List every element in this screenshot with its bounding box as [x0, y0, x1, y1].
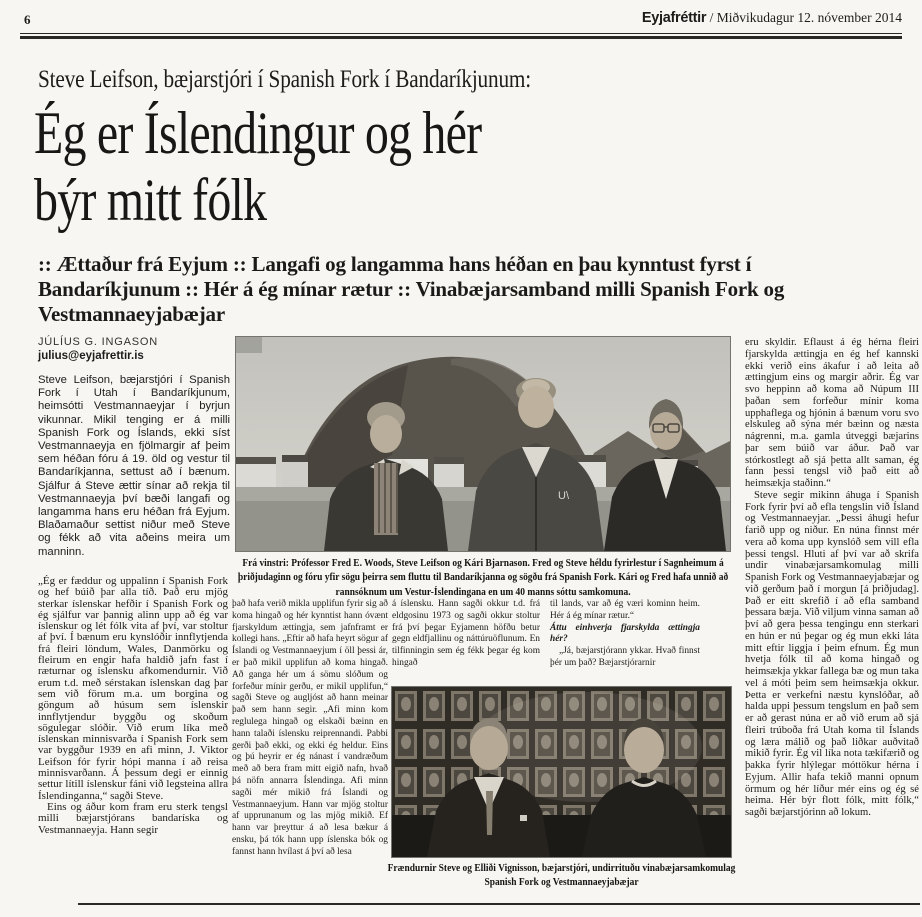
body-paragraph: „Ég er fæddur og uppalinn í Spanish Fork og hef búið þar alla tíð. Það eru mjög sterkar íslenskar hefðir í Spanish Fork og ég sjálfur var þannig alinn upp að ég var íslenskur og lét fólk vita af því, var stoltur af því. Í bænum eru kynslóðir innflytjenda frá fleiri löndum, Wales, Danmörku og fleirum en engir hafa haldið jafn fast í ræturnar og íslensku afkomendurnir. Við erum t.d. með sérstakan íslenskan dag þar sem við förum m.a. um borgina og göngum að húsum sem íslenskir innflytjendur byggðu og skoðum sögulegar slóðir. Við erum líka með íslenskan minnisvarða í Spanish Fork sem var byggður 1939 en afi minn, J. Viktor Leifson fór fyrir hópi manna í að reisa minnisvarðann. Á þessum degi er einnig settur lítill íslenskur fáni við legsteina allra Íslendinganna,“ sagði Steve. [38, 575, 228, 802]
byline [38, 336, 158, 362]
body-paragraph: það hafa verið mikla upplifun fyrir sig að koma hingað og hér kynntist hann óvænt fjarskyldum ættingja, sem jafnframt er kollegi hans. „Eftir að hafa heyrt sögur af Íslandi og Vestmannaeyjum í öll þessi ár, er það mikil upplifun að koma hingað. Að ganga hér um á sömu slóðum og forfeður mínir gerðu, er mikil upplifun,“ sagði Steve og augljóst að hann meinar það sem hann segir. „Afi minn kom reglulega hingað og elskaði bæinn en hann talaði íslensku reiprennandi. Pabbi gerði það ekki, og ekki ég heldur. Eins og þú heyrir er ég nánast í vandræðum með að bera fram mitt eigið nafn, hvað þá nöfn annarra Íslendinga. Afi minn sagði mér mikið frá Íslandi og Vestmannaeyjum. Hann var mjög stoltur af upprunanum og las mjög mikið. Ef hann var þreyttur á að lesa bækur á ensku, þá tók hann upp íslenska bók og fannst hann hvílast á því að lesa [232, 599, 388, 857]
headline [34, 100, 481, 234]
header-rule-thick [20, 36, 902, 39]
footer-rule [78, 903, 920, 905]
byline-email: julius@eyjafrettir.is [38, 350, 144, 362]
masthead: Eyjafréttir [641, 10, 707, 26]
body-paragraph: Steve segir mikinn áhuga í Spanish Fork fyrir því að efla tengslin við Ísland og Vestmannaeyjar. „Þessi áhugi hefur farið upp og niður. En núna finnst mér vera að koma upp kynslóð sem vill efla þessi tengsl. Hluti af því var að skrifa undir vinabæjarsamkomulag milli Spanish Fork og Vestmannaeyjabæjar og við gerðum það í morgun [á þriðjudag]. Það er eitt skrefið í að efla samband þessara bæja. Við viljum vinna saman að því að gera þessa tengingu enn sterkari en hún er nú þegar og ég mun ekki láta mitt eftir liggja í þeim efnum. Ég mun hvetja fólk til að koma hingað og heimsækja ykkar fallega bæ og mun taka vel á móti þeim sem heimsækja okkur. Þetta er verkefni næstu kynslóðar, að halda uppi þessum tengslum en það sem er að gerast núna er að við erum að sjá fleiri trúboða frá Utah koma til Íslands og læra málið og það liðkar auðvitað mikið fyrir. Ég vil líka nota tækifærið og þakka fyrir hlýlegar móttökur hérna í Eyjum. Allir hafa tekið manni opnum örmum og hér líður mér eins og ég sé heima. Hér býr flott fólk, mitt fólk,“ sagði bæjarstjórinn að lokum. [745, 489, 919, 818]
photo-two-men-signing [392, 687, 731, 857]
byline-author: JÚLÍUS G. INGASON [38, 336, 158, 348]
photo2-caption: Frændurnir Steve og Elliði Vignisson, bæjarstjóri, undirrituðu vinabæjarsamkomulag Spanish Fork og Vestmannaeyjabæjar [387, 863, 736, 889]
body-paragraph: „Já, bæjarstjórann ykkar. Hvað finnst þér um það? Bæjarstjórarnir [550, 646, 700, 668]
folio [642, 10, 902, 26]
page-number: 6 [24, 12, 31, 27]
column-1 [38, 576, 228, 836]
photo1-caption: Frá vinstri: Prófessor Fred E. Woods, Steve Leifson og Kári Bjarnason. Fred og Steve héldu fyrirlestur í Sagnheimum á þriðjudaginn og fóru yfir sögu þeirra sem fluttu til Bandaríkjanna og sögðu frá Spanish Fork. Kári og Fred hafa unnið að rannsóknum um Vestur-Íslendingana en um 40 manns sóttu samkomuna. [237, 558, 729, 598]
photo-three-men [236, 337, 730, 551]
lead-paragraph: Steve Leifson, bæjarstjóri í Spanish Fork í Utah í Bandaríkjunum, heimsótti Vestmannaeyjar í byrjun vikunnar. Mikil tenging er á milli Spanish Fork og Íslands, ekki síst Vestmannaeyja en fjölmargir af þeim sem héðan fóru á 19. öld og vestur til Bandaríkjanna, settust að í bænum. Sjálfur á Steve ættir sínar að rekja til Vestmannaeyja því bæði langafi og langamma hans eru héðan frá Eyjum. Blaðamaður settist niður með Steve og fékk að vita aðeins meira um manninn. [38, 374, 230, 558]
column-3 [392, 599, 540, 670]
kicker: Steve Leifson, bæjarstjóri í Spanish Fork í Bandaríkjunum: [38, 66, 532, 93]
body-paragraph: Eins og áður kom fram eru sterk tengsl milli bæjarstjórans bandaríska og Vestmannaeyja. Hann segir [38, 800, 228, 836]
body-paragraph: til lands, var að ég væri kominn heim. Hér á ég mínar rætur.“ [550, 599, 700, 621]
headline-line1: Ég er Íslendingur og hér [34, 100, 482, 166]
column-5 [745, 337, 919, 819]
subhead: :: Ættaður frá Eyjum :: Langafi og langamma hans héðan en þau kynntust fyrst í Bandaríkjunum :: Hér á ég mínar rætur :: Vinabæjarsamband milli Spanish Fork og Vestmannaeyjabæjar [38, 252, 785, 326]
svg-text:U\: U\ [558, 490, 569, 502]
body-paragraph: eru skyldir. Eflaust á ég hérna fleiri fjarskylda ættingja en ég hef kannski ekki verið eins ákafur í að leita að ættingjum eins og margir aðrir. Ég var svo heppinn að koma að Núpum III þaðan sem forfeður mínir koma upphaflega og hjónin á bænum voru svo elskuleg að sýna mér bæinn og næsta nágrenni, m.a. gamla útveggi bæjarins þar sem búið var áður. Það var stórkostlegt að sjá þetta allt saman, ég fann þessi tengsl við það eitt að heimsækja staðinn.“ [745, 337, 919, 489]
body-paragraph: á íslensku. Hann sagði okkur t.d. frá eldgosinu 1973 og sagði okkur stoltur frá því þegar Eyjamenn höfðu betur gegn eldfjallinu og náttúruöflunum. En tilfinningin sem ég fékk þegar ég kom hingað [392, 599, 540, 668]
headline-line2: býr mitt fólk [34, 167, 267, 233]
interview-question: Áttu einhverja fjarskylda ættingja hér? [550, 622, 700, 645]
dateline: / Miðvikudagur 12. nóvember 2014 [706, 10, 902, 25]
column-2 [232, 599, 388, 859]
header-rule-thin [20, 33, 902, 34]
column-4 [550, 599, 700, 670]
